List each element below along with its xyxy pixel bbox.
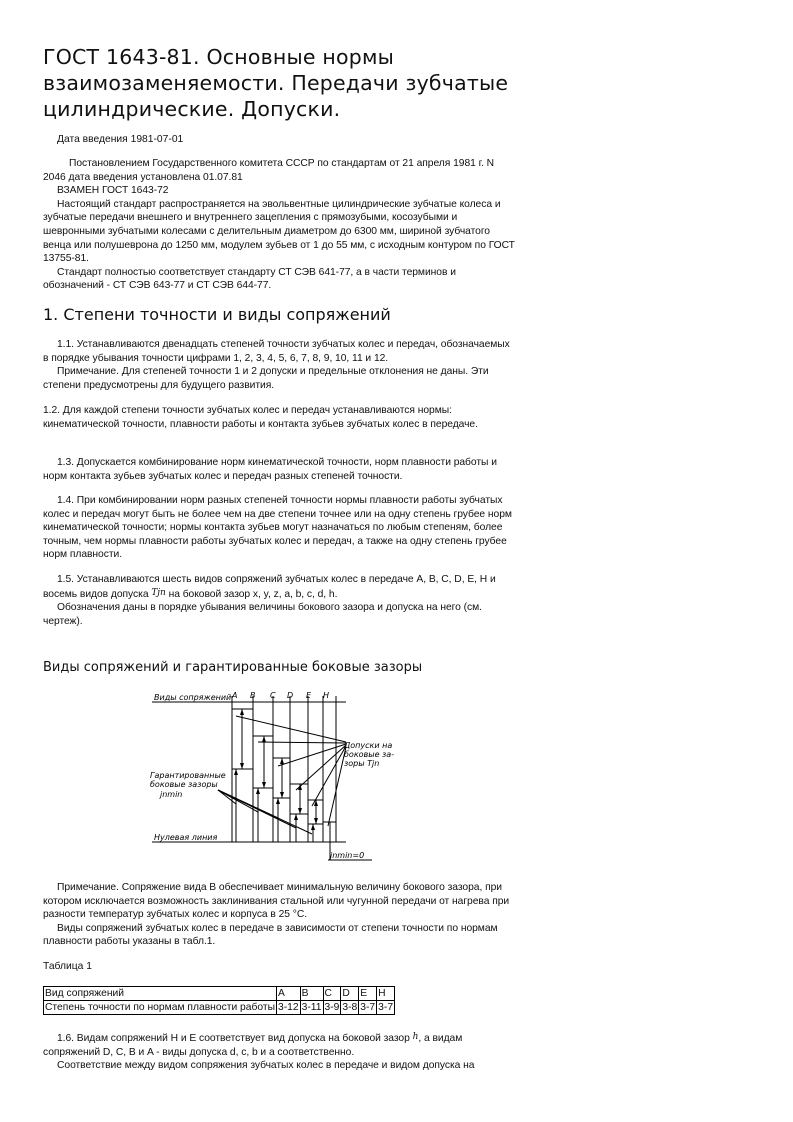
- fig-label-zero: Нулевая линия: [154, 833, 218, 842]
- fig-label-tol-3: зоры Tjn: [344, 759, 380, 768]
- table-caption: Таблица 1: [43, 961, 92, 972]
- intro-compliance: Стандарт полностью соответствует стандарту СТ СЭВ 641-77, а в части терминов и обозначений - СТ СЭВ 643-77 и СТ СЭВ 644-77.: [43, 266, 456, 292]
- para-1-6-end: , а видам сопряжений D, C, B и A - виды допуска d, c, b и a соответственно.: [43, 1033, 463, 1058]
- table-cell: 3-7: [378, 1002, 394, 1013]
- intro-block: [43, 157, 515, 293]
- table-cell: D: [341, 987, 359, 1001]
- para-1-1: [43, 338, 515, 392]
- table-cell: A: [277, 987, 301, 1001]
- fig-label-jmin0: jnmin=0: [330, 851, 365, 860]
- fig-letter-d: D: [287, 691, 294, 700]
- table-cell: 3-12: [278, 1002, 299, 1013]
- para-1-2: 1.2. Для каждой степени точности зубчатых колес и передач устанавливаются нормы: кинематической точности, плавности работы и контакта зубьев зубчатых колес в передаче.: [43, 405, 478, 430]
- table-cell: H: [377, 987, 395, 1001]
- para-1-5-start: 1.5. Устанавливаются шесть видов сопряжений зубчатых колес в передаче A, B, C, D, E, H и восемь видов допуска: [43, 574, 496, 600]
- table-cell: Степень точности по нормам плавности работы: [45, 1002, 276, 1013]
- table-cell: 3-7: [360, 1002, 376, 1013]
- page-title: ГОСТ 1643-81. Основные нормы взаимозаменяемости. Передачи зубчатые цилиндрические. Допуски.: [43, 45, 509, 121]
- fig-label-tol-1: Допуски на: [344, 741, 393, 750]
- table-cell: 3-11: [301, 1002, 322, 1013]
- fig-letter-a: A: [232, 691, 238, 700]
- fig-label-gap-2: боковые зазоры: [150, 780, 218, 789]
- para-1-6-text: [43, 1031, 515, 1059]
- para-1-6: [43, 1031, 515, 1073]
- figure-note-text: Примечание. Сопряжение вида B обеспечивает минимальную величину бокового зазора, при котором исключается возможность заклинивания стальной или чугунной передачи от нагрева при разности температур зубчатых колес и корпуса в 25 °С.: [43, 882, 510, 921]
- fig-letter-e: E: [306, 691, 312, 700]
- section-1-title: 1. Степени точности и виды сопряжений: [43, 305, 391, 324]
- para-1-5: [43, 573, 515, 628]
- para-1-6-continued: Соответствие между видом сопряжения зубчатых колес в передаче и видом допуска на: [57, 1060, 475, 1072]
- fig-letter-c: C: [270, 691, 276, 700]
- intro-date: Дата введения 1981-07-01: [57, 134, 184, 145]
- table-1: [43, 986, 395, 1015]
- table-cell: Вид сопряжений: [44, 987, 277, 1001]
- table-reference: Виды сопряжений зубчатых колес в передаче в зависимости от степени точности по нормам плавности работы указаны в табл.1.: [43, 922, 498, 948]
- table-cell: B: [300, 987, 323, 1001]
- para-1-3: [43, 456, 515, 483]
- para-1-4-text: 1.4. При комбинировании норм разных степеней точности нормы плавности работы зубчатых колес и передач могут быть не более чем на две степени точнее или на одну степень грубее норм кинематической точности; нормы контакта зубьев могут назначаться по любым степеням, более точным, чем нормы плавности работы зубчатых колес и передач, а также на одну степень грубее норм плавности.: [43, 495, 512, 561]
- h-symbol: h: [412, 1032, 419, 1042]
- intro-decree: Постановлением Государственного комитета СССР по стандартам от 21 апреля 1981 г. N 2046 дата введения установлена 01.07.81: [43, 158, 495, 183]
- fig-label-types: Виды сопряжений: [154, 693, 232, 702]
- para-1-3-text: 1.3. Допускается комбинирование норм кинематической точности, норм плавности работы и норм контакта зубьев зубчатых колес и передач разных степеней точности.: [43, 457, 497, 482]
- table-header-row: [44, 987, 395, 1001]
- para-1-1-note: Примечание. Для степеней точности 1 и 2 допуски и предельные отклонения не даны. Эти степени предусмотрены для будущего развития.: [43, 366, 489, 391]
- para-1-5-end: на боковой зазор x, y, z, a, b, c, d, h.: [168, 588, 338, 600]
- mating-types-figure: [140, 686, 410, 871]
- table-cell: E: [359, 987, 377, 1001]
- table-row: [44, 1001, 395, 1015]
- intro-scope: Настоящий стандарт распространяется на эвольвентные цилиндрические зубчатые колеса и зубчатые передачи внешнего и внутреннего зацепления с прямозубыми, косозубыми и шевронными зубчатыми колесами с делительным диаметром до 6300 мм, шириной зубчатого венца или полушеврона до 1250 мм, модулем зубьев от 1 до 55 мм, с исходным контуром по ГОСТ 13755-81.: [43, 198, 515, 265]
- figure-note: [43, 881, 515, 949]
- figure-title: Виды сопряжений и гарантированные боковые зазоры: [43, 660, 423, 675]
- fig-letter-h: H: [323, 691, 330, 700]
- table-cell: C: [323, 987, 341, 1001]
- table-cell: 3-8: [342, 1002, 358, 1013]
- intro-replaces: ВЗАМЕН ГОСТ 1643-72: [57, 185, 169, 197]
- fig-letter-b: B: [250, 691, 256, 700]
- para-1-5-text: [43, 573, 515, 601]
- fig-label-gap-1: Гарантированные: [150, 771, 226, 780]
- para-1-6-start: 1.6. Видам сопряжений H и E соответствует вид допуска на боковой зазор: [57, 1033, 410, 1044]
- tjn-symbol: Tjn: [151, 587, 166, 598]
- para-1-1-text: 1.1. Устанавливаются двенадцать степеней точности зубчатых колес и передач, обозначаемых в порядке убывания точности цифрами 1, 2, 3, 4, 5, 6, 7, 8, 9, 10, 11 и 12.: [43, 339, 510, 364]
- table-cell: 3-9: [324, 1002, 340, 1013]
- fig-label-gap-3: jnmin: [160, 790, 183, 799]
- para-1-5-note: Обозначения даны в порядке убывания величины бокового зазора и допуска на него (см. чертеж).: [43, 602, 482, 627]
- para-1-4: [43, 494, 515, 562]
- fig-label-tol-2: боковые за-: [344, 750, 395, 759]
